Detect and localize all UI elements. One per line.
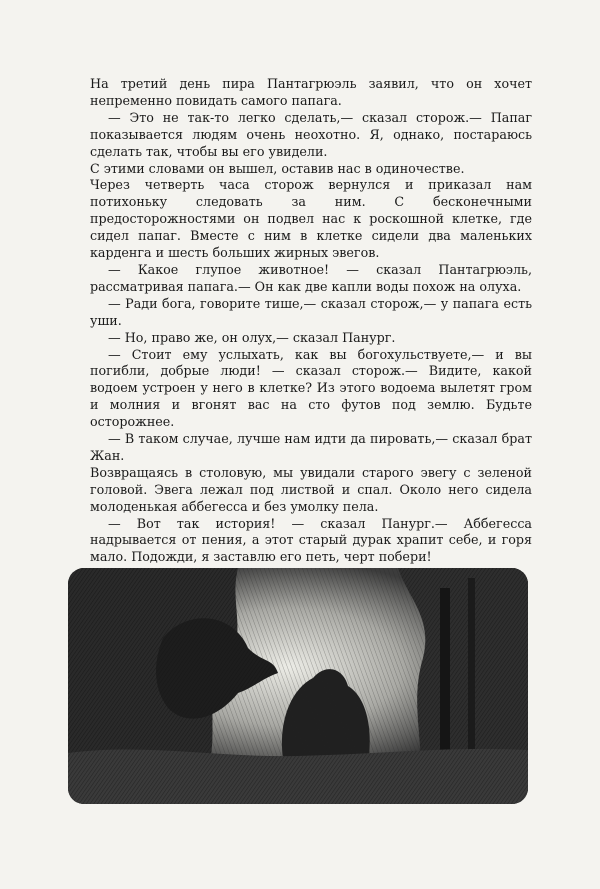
paragraph-8: — Стоит ему услыхать, как вы богохульствуете,— и вы погибли, добрые люди! — сказал сторож.— Видите, какой водоем устроен у него в клетке? Из этого водоема вылетят гром и молния и вгонят вас на сто футов под землю. Будьте осторожнее. bbox=[90, 346, 532, 430]
paragraph-7: — Но, право же, он олух,— сказал Панург. bbox=[108, 329, 396, 345]
paragraph-3: С этими словами он вышел, оставив нас в одиночестве. bbox=[90, 160, 465, 176]
paragraph-6: — Ради бога, говорите тише,— сказал сторож,— у папага есть уши. bbox=[90, 295, 532, 328]
paragraph-9: — В таком случае, лучше нам идти да пировать,— сказал брат Жан. bbox=[90, 431, 532, 463]
paragraph-2: — Это не так-то легко сделать,— сказал сторож.— Папаг показывается людям очень неохотно. Я, однако, постараюсь сделать так, чтобы вы его увидели. bbox=[90, 109, 532, 159]
paragraph-10: Возвращаясь в столовую, мы увидали старого эвегу с зеленой головой. Эвега лежал под листвой и спал. Около него сидела молоденькая аббегесса и без умолку пела. bbox=[90, 464, 532, 514]
engraving-illustration bbox=[68, 568, 528, 804]
engraving-scene bbox=[68, 568, 528, 804]
paragraph-5: — Какое глупое животное! — сказал Пантагрюэль, рассматривая папага.— Он как две капли воды похож на олуха. bbox=[90, 261, 532, 294]
story-text bbox=[90, 76, 532, 566]
paragraph-1: На третий день пира Пантагрюэль заявил, что он хочет непременно повидать самого папага. bbox=[90, 76, 532, 108]
paragraph-4: Через четверть часа сторож вернулся и приказал нам потихоньку следовать за ним. С бесконечными предосторожностями он подвел нас к роскошной клетке, где сидел папаг. Вместе с ним в клетке сидели два маленьких карденга и шесть больших жирных эвегов. bbox=[90, 177, 532, 261]
paragraph-11: — Вот так история! — сказал Панург.— Аббегесса надрывается от пения, а этот старый дурак храпит себе, и горя мало. Подожди, я заставлю его петь, черт побери! bbox=[90, 515, 532, 565]
